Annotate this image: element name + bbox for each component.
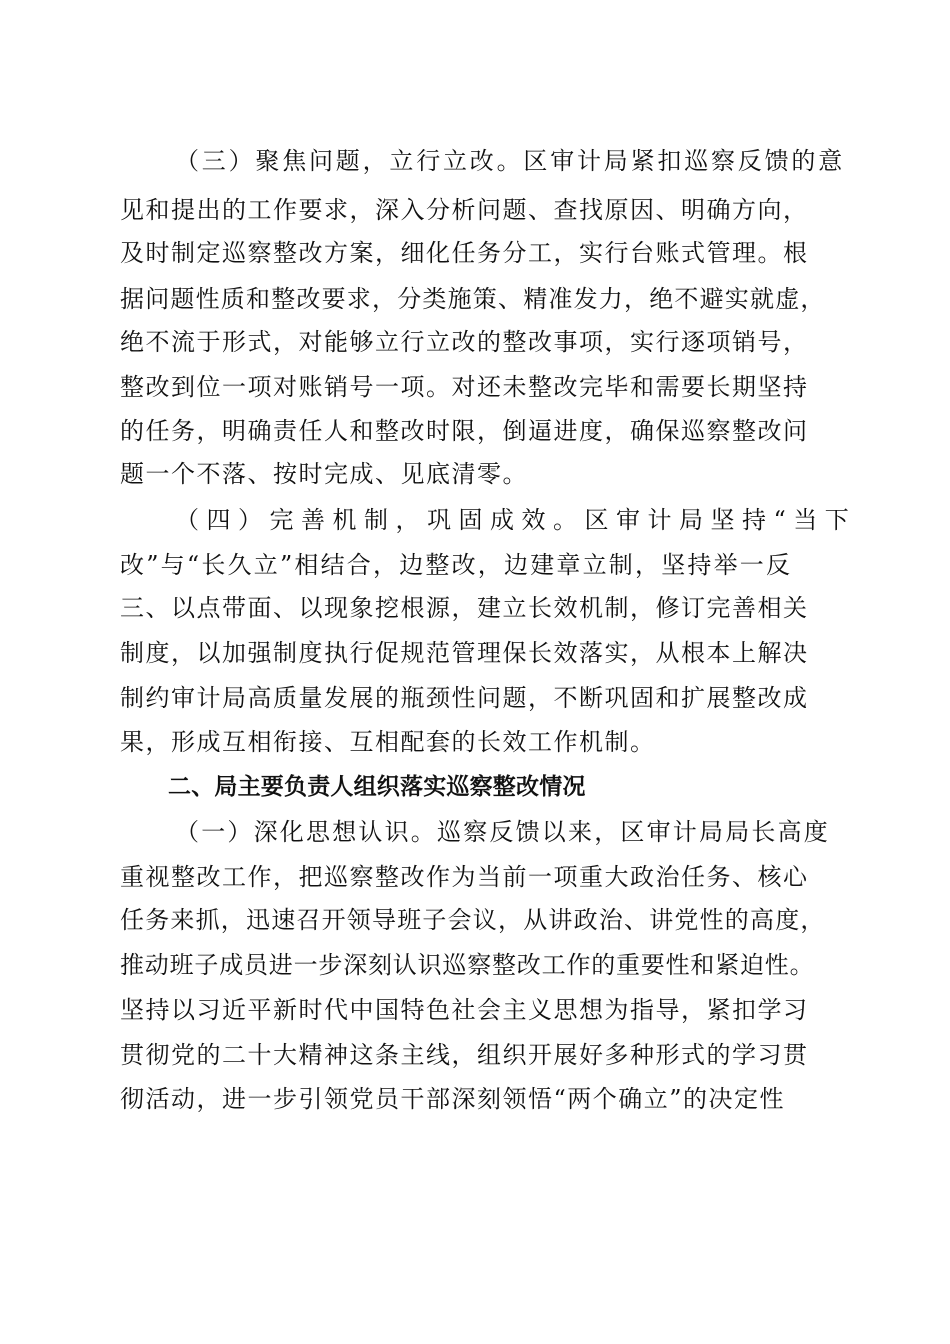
paragraph-4-line-6: 果，形成互相衔接、互相配套的长效工作机制。	[120, 728, 656, 756]
paragraph-4-line-2: 改”与“长久立”相结合，边整改，边建章立制，坚持举一反	[120, 551, 793, 579]
paragraph-3-line-6: 整改到位一项对账销号一项。对还未整改完毕和需要长期坚持	[120, 373, 809, 401]
paragraph-4-line-1: （四）完善机制，巩固成效。区审计局坚持“当下	[175, 506, 857, 534]
paragraph-5-line-5: 坚持以习近平新时代中国特色社会主义思想为指导，紧扣学习	[120, 996, 809, 1024]
paragraph-5-line-3: 任务来抓，迅速召开领导班子会议，从讲政治、讲党性的高度，	[120, 906, 826, 934]
paragraph-4-line-5: 制约审计局高质量发展的瓶颈性问题，不断巩固和扩展整改成	[120, 684, 809, 712]
paragraph-5-line-6: 贯彻党的二十大精神这条主线，组织开展好多种形式的学习贯	[120, 1041, 809, 1069]
paragraph-3-line-7: 的任务，明确责任人和整改时限，倒逼进度，确保巡察整改问	[120, 417, 809, 445]
paragraph-5-line-1: （一）深化思想认识。巡察反馈以来，区审计局局长高度	[175, 818, 830, 846]
paragraph-4-line-4: 制度，以加强制度执行促规范管理保长效落实，从根本上解决	[120, 639, 809, 667]
paragraph-3-line-3: 及时制定巡察整改方案，细化任务分工，实行台账式管理。根	[120, 239, 809, 267]
paragraph-5-line-4: 推动班子成员进一步深刻认识巡察整改工作的重要性和紧迫性。	[120, 951, 815, 979]
paragraph-3-line-5: 绝不流于形式，对能够立行立改的整改事项，实行逐项销号，	[120, 328, 809, 356]
paragraph-3-line-2: 见和提出的工作要求，深入分析问题、查找原因、明确方向，	[120, 196, 809, 224]
paragraph-4-line-3: 三、以点带面、以现象挖根源，建立长效机制，修订完善相关	[120, 594, 809, 622]
paragraph-3-line-4: 据问题性质和整改要求，分类施策、精准发力，绝不避实就虚，	[120, 285, 826, 313]
paragraph-5-line-2: 重视整改工作，把巡察整改作为当前一项重大政治任务、核心	[120, 863, 809, 891]
paragraph-5-line-7: 彻活动，进一步引领党员干部深刻领悟“两个确立”的决定性	[120, 1085, 786, 1113]
section-heading: 二、局主要负责人组织落实巡察整改情况	[168, 774, 586, 800]
paragraph-3-line-8: 题一个不落、按时完成、见底清零。	[120, 460, 528, 488]
paragraph-3-line-1: （三）聚焦问题，立行立改。区审计局紧扣巡察反馈的意	[175, 147, 845, 175]
